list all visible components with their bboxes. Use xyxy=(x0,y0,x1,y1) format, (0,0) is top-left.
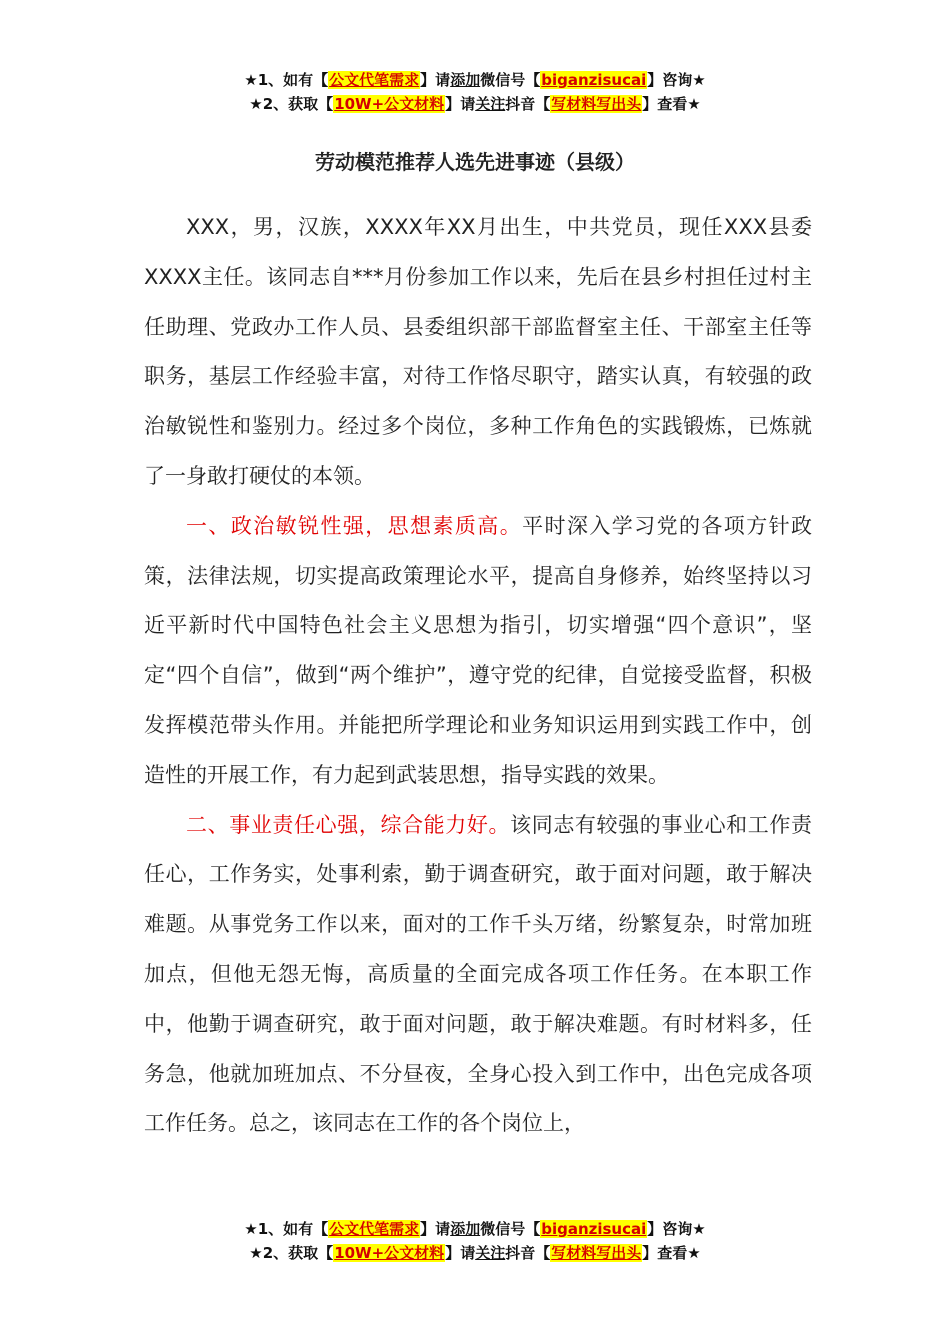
promo-highlight-wechat-id: biganzisucai xyxy=(541,71,647,89)
section-1-heading: 一、政治敏锐性强，思想素质高。 xyxy=(186,513,523,538)
promo-line-2-bottom: ★2、获取【10W+公文材料】请关注抖音【写材料写出头】查看★ xyxy=(249,1244,701,1262)
promo-line-1: ★1、如有【公文代笔需求】请添加微信号【biganzisucai】咨询★ xyxy=(244,71,706,89)
promo-highlight-service-bottom: 公文代笔需求 xyxy=(329,1220,420,1238)
section-1-body: 平时深入学习党的各项方针政策，法律法规，切实提高政策理论水平，提高自身修养，始终坚持以习近平新时代中国特色社会主义思想为指引，切实增强“四个意识”，坚定“四个自信”，做到“两个维护”，遵守党的纪律，自觉接受监督，积极发挥模范带头作用。并能把所学理论和业务知识运用到实践工作中，创造性的开展工作，有力起到武装思想，指导实践的效果。 xyxy=(144,513,813,787)
promo-highlight-materials: 10W+公文材料 xyxy=(334,95,445,113)
promo-highlight-douyin: 写材料写出头 xyxy=(551,95,642,113)
promo-highlight-douyin-bottom: 写材料写出头 xyxy=(551,1244,642,1262)
intro-paragraph: XXX，男，汉族，XXXX年XX月出生，中共党员，现任XXX县委XXXX主任。该同志自***月份参加工作以来，先后在县乡村担任过村主任助理、党政办工作人员、县委组织部干部监督室主任、干部室主任等职务，基层工作经验丰富，对待工作恪尽职守，踏实认真，有较强的政治敏锐性和鉴别力。经过多个岗位，多种工作角色的实践锻炼，已炼就了一身敢打硬仗的本领。 xyxy=(144,215,812,488)
promo-highlight-wechat-id-bottom: biganzisucai xyxy=(541,1220,647,1238)
promo-line-2: ★2、获取【10W+公文材料】请关注抖音【写材料写出头】查看★ xyxy=(249,95,701,113)
section-1-paragraph xyxy=(144,502,812,801)
section-2-heading: 二、事业责任心强，综合能力好。 xyxy=(186,812,511,837)
promo-line-1-bottom: ★1、如有【公文代笔需求】请添加微信号【biganzisucai】咨询★ xyxy=(244,1220,706,1238)
section-2-body: 该同志有较强的事业心和工作责任心，工作务实，处事利索，勤于调查研究，敢于面对问题，敢于解决难题。从事党务工作以来，面对的工作千头万绪，纷繁复杂，时常加班加点，但他无怨无悔，高质量的全面完成各项工作任务。在本职工作中，他勤于调查研究，敢于面对问题，敢于解决难题。有时材料多，任务急，他就加班加点、不分昼夜，全身心投入到工作中，出色完成各项工作任务。总之，该同志在工作的各个岗位上， xyxy=(144,812,813,1136)
top-promo-banner xyxy=(0,68,950,116)
section-2-paragraph xyxy=(144,801,812,1150)
promo-highlight-materials-bottom: 10W+公文材料 xyxy=(334,1244,445,1262)
bottom-promo-banner xyxy=(0,1217,950,1265)
document-body xyxy=(144,203,812,1149)
document-title: 劳动模范推荐人选先进事迹（县级） xyxy=(315,150,635,174)
promo-highlight-service: 公文代笔需求 xyxy=(329,71,420,89)
